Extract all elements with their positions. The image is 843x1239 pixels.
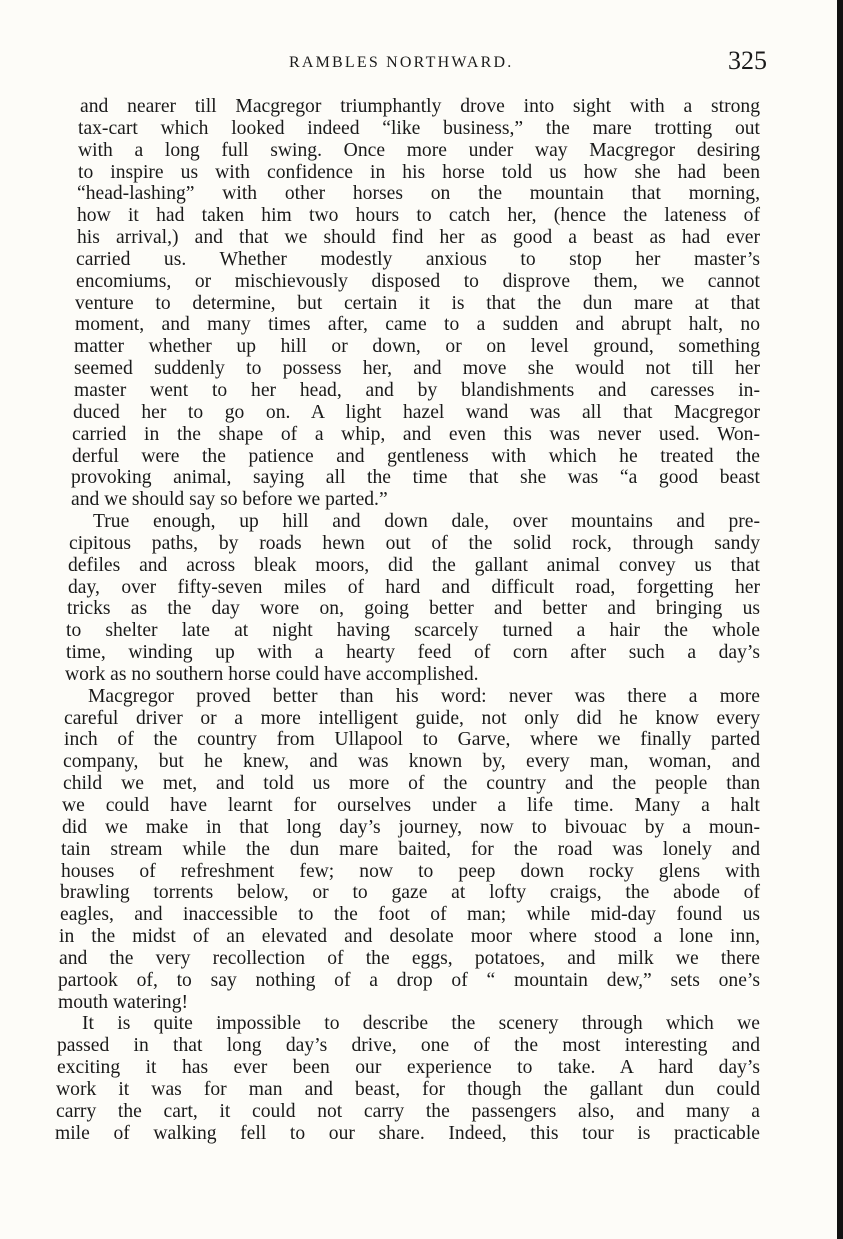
text-line: with a long full swing. Once more under way Macgregor desiring [78,139,760,161]
text-line: work as no southern horse could have accomplished. [65,663,479,685]
text-line: work it was for man and beast, for though the gallant dun could [56,1078,760,1100]
text-line: houses of refreshment few; now to peep down rocky glens with [61,860,760,882]
text-line: tricks as the day wore on, going better and better and bringing us [67,598,760,620]
text-line: to inspire us with confidence in his horse told us how she had been [78,161,760,183]
text-line: Macgregor proved better than his word: never was there a more [88,685,760,707]
text-line: tax-cart which looked indeed “like business,” the mare trotting out [78,117,760,139]
text-line: did we make in that long day’s journey, now to bivouac by a moun- [62,816,760,838]
running-head: RAMBLES NORTHWARD. [289,54,514,71]
text-line: and the very recollection of the eggs, potatoes, and milk we there [59,947,760,969]
text-line: his arrival,) and that we should find her as good a beast as had ever [77,227,760,249]
text-line: defiles and across bleak moors, did the gallant animal convey us that [68,554,760,576]
text-line: brawling torrents below, or to gaze at lofty craigs, the abode of [60,882,760,904]
page-edge-rule [837,0,843,1239]
page-header [0,46,843,86]
text-line: how it had taken him two hours to catch her, (hence the lateness of [77,205,760,227]
body-text [55,96,766,1145]
text-line: and nearer till Macgregor triumphantly drove into sight with a strong [80,96,760,117]
text-line: moment, and many times after, came to a sudden and abrupt halt, no [75,314,760,336]
text-line: It is quite impossible to describe the scenery through which we [82,1013,760,1035]
paragraph [60,511,766,686]
text-line: venture to determine, but certain it is that the dun mare at that [75,292,760,314]
text-line: carry the cart, it could not carry the passengers also, and many a [56,1100,760,1122]
text-line: partook of, to say nothing of a drop of “ mountain dew,” sets one’s [58,969,760,991]
text-line: day, over fifty-seven miles of hard and difficult road, forgetting her [68,576,760,598]
text-line: provoking animal, saying all the time that she was “a good beast [71,467,760,489]
text-line: matter whether up hill or down, or on level ground, something [74,336,760,358]
text-line: we could have learnt for ourselves under a life time. Many a halt [62,795,760,816]
text-line: mouth watering! [58,991,189,1013]
text-line: passed in that long day’s drive, one of the most interesting and [57,1035,760,1057]
page-number: 325 [728,46,767,75]
text-line: carried in the shape of a whip, and even this was never used. Won- [72,423,760,445]
paragraph [60,96,766,511]
text-line: company, but he knew, and was known by, every man, woman, and [63,751,760,773]
text-line: master went to her head, and by blandishments and caresses in- [74,379,760,401]
text-line: duced her to go on. A light hazel wand was all that Macgregor [73,401,760,423]
text-line: cipitous paths, by roads hewn out of the solid rock, through sandy [69,532,760,554]
text-line: derful were the patience and gentleness with which he treated the [72,445,760,467]
paragraph [55,1013,766,1144]
text-line: encomiums, or mischievously disposed to disprove them, we cannot [76,270,760,292]
text-line: carried us. Whether modestly anxious to stop her master’s [76,248,760,270]
text-line: child we met, and told us more of the country and the people than [63,773,760,795]
text-line: seemed suddenly to possess her, and move she would not till her [74,358,760,380]
text-line: exciting it has ever been our experience to take. A hard day’s [57,1057,760,1079]
text-line: and we should say so before we parted.” [71,489,388,511]
text-line: inch of the country from Ullapool to Garve, where we finally parted [64,729,760,751]
text-line: True enough, up hill and down dale, over mountains and pre- [93,511,760,533]
text-line: eagles, and inaccessible to the foot of man; while mid-day found us [60,904,760,926]
text-line: time, winding up with a hearty feed of corn after such a day’s [66,642,760,664]
text-line: “head-lashing” with other horses on the mountain that morning, [77,183,760,205]
paragraph [60,686,766,1014]
text-line: in the midst of an elevated and desolate moor where stood a lone inn, [59,926,760,948]
text-line: tain stream while the dun mare baited, for the road was lonely and [61,838,760,860]
text-line: to shelter late at night having scarcely turned a hair the whole [66,620,760,642]
text-line: mile of walking fell to our share. Indeed, this tour is practicable [55,1122,760,1144]
text-line: careful driver or a more intelligent guide, not only did he know every [64,707,760,729]
